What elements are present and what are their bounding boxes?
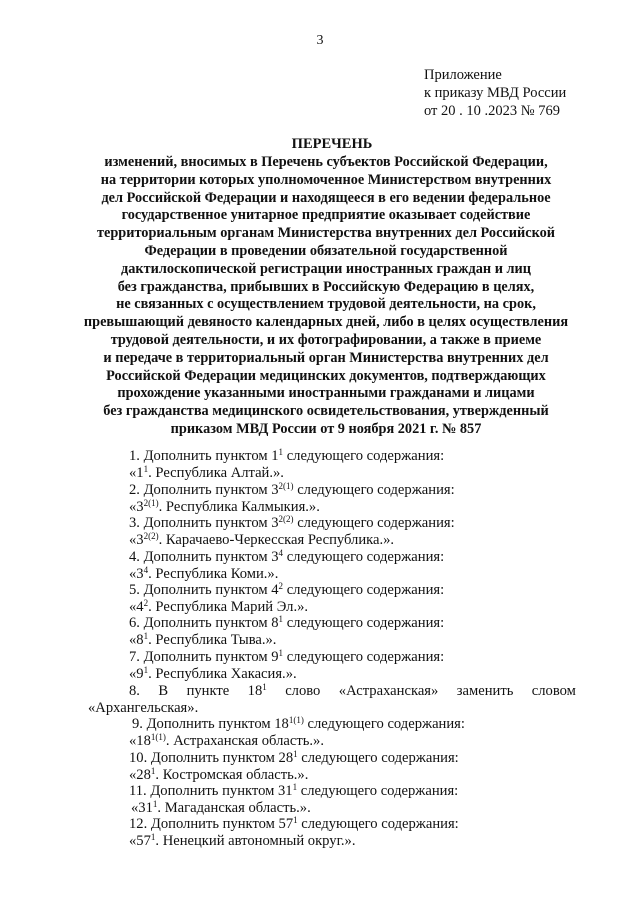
subtitle-line: прохождение указанными иностранными гражданами и лицами [117, 385, 535, 402]
item-6: 6. Дополнить пунктом $8^1$ следующего содержания: [129, 614, 445, 631]
subtitle-line: на территории которых уполномоченное Министерством внутренних [100, 171, 552, 188]
subtitle-line: и передаче в территориальный орган Министерства внутренних дел [103, 349, 549, 366]
item-10: 10. Дополнить пунктом $28^1$ следующего содержания: [129, 749, 459, 766]
appendix-block [424, 66, 566, 120]
item-7-text: «$9^1$. Республика Хакасия.». [129, 665, 297, 682]
item-7: 7. Дополнить пунктом $9^1$ следующего содержания: [129, 648, 445, 665]
subtitle-line: дел Российской Федерации и находящееся в его ведении федеральное [101, 189, 551, 206]
item-3-text: «$3^{2(2)}$. Карачаево-Черкесская Республика.». [129, 531, 395, 548]
subtitle-line: без гражданства, прибывших в Российскую Федерацию в целях, [117, 278, 535, 295]
item-8-continuation: «Архангельская». [88, 700, 199, 716]
subtitle-line: приказом МВД России от 9 ноября 2021 г. № 857 [170, 420, 482, 437]
item-1: 1. Дополнить пунктом $1^1$ следующего содержания: [129, 447, 445, 464]
item-12: 12. Дополнить пунктом $57^1$ следующего содержания: [129, 815, 459, 832]
item-5-text: «$4^2$. Республика Марий Эл.». [129, 598, 309, 615]
item-3: 3. Дополнить пунктом $3^{2(2)}$ следующего содержания: [129, 514, 455, 531]
subtitle-line: изменений, вносимых в Перечень субъектов Российской Федерации, [104, 154, 548, 170]
item-9-text: «$18^{1(1)}$. Астраханская область.». [129, 732, 324, 749]
item-8: 8. В пункте $18^1$ слово «Астраханская» заменить словом [129, 682, 576, 699]
document-title: ПЕРЕЧЕНЬ [291, 136, 373, 152]
item-4-text: «$3^4$. Республика Коми.». [129, 565, 279, 582]
subtitle-line: дактилоскопической регистрации иностранных граждан и лиц [120, 260, 532, 277]
subtitle-line: Российской Федерации медицинских документов, подтверждающих [106, 367, 546, 384]
item-1-text: «$1^1$. Республика Алтай.». [129, 464, 284, 481]
item-9: 9. Дополнить пунктом $18^{1(1)}$ следующего содержания: [132, 715, 465, 732]
appendix-line-2: к приказу МВД России [424, 85, 567, 101]
item-2: 2. Дополнить пунктом $3^{2(1)}$ следующего содержания: [129, 481, 455, 498]
subtitle-line: трудовой деятельности, и их фотографировании, а также в приеме [110, 331, 542, 348]
item-5: 5. Дополнить пунктом $4^2$ следующего содержания: [129, 581, 445, 598]
item-4: 4. Дополнить пунктом $3^4$ следующего содержания: [129, 548, 445, 565]
item-6-text: «$8^1$. Республика Тыва.». [129, 631, 277, 648]
subtitle-line: государственное унитарное предприятие оказывает содействие [121, 207, 531, 224]
item-11: 11. Дополнить пунктом $31^1$ следующего содержания: [129, 782, 459, 799]
subtitle-line: не связанных с осуществлением трудовой деятельности, на срок, [116, 296, 536, 313]
item-11-text: «$31^1$. Магаданская область.». [131, 799, 311, 816]
subtitle-line: превышающий девяносто календарных дней, либо в целях осуществления [83, 314, 569, 331]
item-12-text: «$57^1$. Ненецкий автономный округ.». [129, 832, 356, 849]
appendix-line-3: от 20 . 10 .2023 № 769 [424, 103, 560, 119]
subtitle-line: без гражданства медицинского освидетельствования, утвержденный [103, 403, 549, 420]
page-number: 3 [316, 33, 324, 48]
item-2-text: «$3^{2(1)}$. Республика Калмыкия.». [129, 498, 320, 515]
subtitle-line: Федерации в проведении обязательной государственной [144, 242, 508, 259]
subtitle-line: территориальным органам Министерства внутренних дел Российской [96, 225, 556, 242]
appendix-line-1: Приложение [424, 67, 502, 83]
document-subtitle [20, 154, 632, 439]
item-10-text: «$28^1$. Костромская область.». [129, 766, 309, 783]
